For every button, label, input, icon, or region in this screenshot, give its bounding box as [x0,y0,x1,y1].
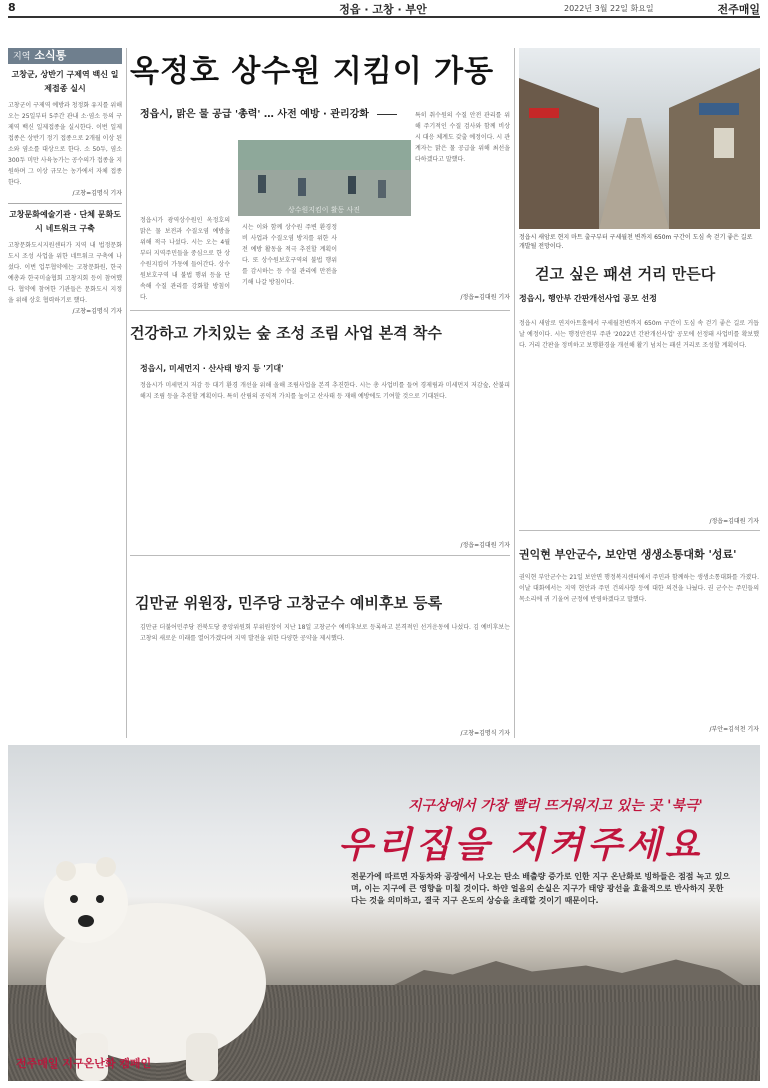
photo-caption: 정읍시 새암로 현지 마트 출구부터 구세월천 변까지 650m 구간이 도심 속 걷기 좋은 길로 개발될 전망이다. [519,234,753,250]
ad-watermark: 전주매일 지구온난화 캠페인 [16,1057,152,1070]
page-header [8,0,760,18]
lead-subtitle: 정읍시, 맑은 물 공급 '총력' … 사전 예방 · 관리강화 [140,105,410,120]
section-divider [130,555,510,556]
photo-article-byline: /정읍=김대원 기자 [709,518,759,525]
ad-body: 전문가에 따르면 자동차와 공장에서 나오는 탄소 배출량 증가로 인한 지구 온난화로 빙하들은 점점 녹고 있으며, 이는 지구에 큰 영향을 미칠 것이다. 하얀 얼음의 손실은 지구가 태양 광선을 효율적으로 반사하지 못한다는 것을 의미하고, 결국 지구 온도의 상승을 초래할 것이기 때문이다. [351,872,731,905]
column-tag: 지역 소식통 [8,48,122,64]
lead-body: 정읍시가 광역상수원인 옥정호의 맑은 물 보전과 수질오염 예방을 위해 적극 나섰다. 시는 오는 4월부터 지역주민들을 중심으로 한 상수원지킴이 가동에 들어간다. 상수원보호구역 내 불법 행위 등을 단속해 수질 관리를 강화할 방침이다. [140,217,230,301]
lead-headline[interactable]: 옥정호 상수원 지킴이 가동 [130,54,495,89]
candidate-headline[interactable]: 김만균 위원장, 민주당 고창군수 예비후보 등록 [135,594,443,612]
page-number: 8 [8,1,16,14]
issue-date: 2022년 3월 22일 화요일 [564,4,654,13]
divider [8,203,122,204]
brief-byline: /고창=김명식 기자 [72,308,122,315]
mayor-byline: /부안=김석천 기자 [709,726,759,733]
forest-subtitle: 정읍시, 미세먼지 · 산사태 방지 등 '기대' [140,364,284,373]
candidate-byline: /고창=김명식 기자 [460,730,510,737]
column-divider [514,48,515,738]
forest-byline: /정읍=김대원 기자 [460,542,510,549]
brief-headline[interactable]: 고창문화예술기관 · 단체 문화도시 네트워크 구축 [9,210,121,233]
brief-byline: /고창=김명식 기자 [72,190,122,197]
brief-body: 고창군이 구제역 예방과 청정화 유지를 위해 오는 25일부터 5주간 관내 소·염소 등의 구제역 백신 일제접종을 실시한다. 이번 일제접종은 상반기 정기 접종으로 2개월 이상 된 소와 염소를 대상으로 한다. 소 50두, 염소 300두 미만 사육농가는 공수의가 접종을 지원하며 그 이상 규모는 농가에서 자체 접종한다. [8,102,122,186]
ad-headline: 우리집을 지켜주세요 [338,825,704,866]
brief-body: 고창문화도시지원센터가 지역 내 법정문화도시 조성 사업을 위한 네트워크 구축에 나섰다. 이번 업무협약에는 고창문화원, 한국예총과 한국미술협회 고창지회 등이 참여했다. 협약에 참여한 기관들은 문화도시 지정을 위해 상호 협력하기로 했다. [8,242,122,304]
polar-bear-icon [16,833,276,1081]
lead-body: 특히 취수원의 수질 안전 관리를 위해 주기적인 수질 검사와 함께 비상시 대응 체계도 갖출 예정이다. 시 관계자는 맑은 물 공급을 위해 최선을 다하겠다고 말했다. [415,112,510,163]
street-photo [519,48,760,229]
ad-tagline: 지구상에서 가장 빨리 뜨거워지고 있는 곳 '북극' [408,798,703,814]
forest-headline[interactable]: 건강하고 가치있는 숲 조성 조림 사업 본격 착수 [130,324,442,342]
lead-photo [238,140,411,216]
photo-article-subtitle: 정읍시, 행안부 간판개선사업 공모 선정 [519,294,657,303]
section-title: 정읍 · 고창 · 부안 [339,3,427,16]
street-scene [519,48,760,229]
paper-name: 전주매일 [717,3,760,16]
photo-article-body: 정읍시 새암로 연지아트홀에서 구세월천변까지 650m 구간이 도심 속 걷기 좋은 길로 거듭날 예정이다. 시는 행정안전부 주관 '2022년 간판개선사업' 공모에 선정돼 사업비를 확보했다. 거리 간판을 정비하고 보행환경을 개선해 활기 넘치는 패션 거리로 조성할 계획이다. [519,320,759,349]
candidate-body: 김만균 더불어민주당 전북도당 중앙위원회 부위원장이 지난 18일 고창군수 예비후보로 등록하고 본격적인 선거운동에 나섰다. 김 예비후보는 고창의 새로운 미래를 열어가겠다며 지역 발전을 위한 다양한 공약을 제시했다. [140,624,510,642]
climate-ad [8,745,760,1081]
lead-photo-label: 상수원지킴이 활동 사진 [287,206,361,214]
section-divider [519,530,760,531]
column-divider [126,48,127,738]
local-news-column [8,48,122,748]
photo-article-headline[interactable]: 걷고 싶은 패션 거리 만든다 [535,265,716,283]
lead-byline: /정읍=김대원 기자 [460,294,510,301]
mayor-headline[interactable]: 권익현 부안군수, 보안면 생생소통대화 '성료' [519,548,737,561]
section-divider [130,310,510,311]
lead-body: 시는 이와 함께 상수원 주변 환경정비 사업과 수질오염 방지를 위한 사전 예방 활동을 적극 추진할 계획이다. 또 상수원보호구역의 불법 행위를 감시하는 등 수질 관리에 만전을 기해 나갈 방침이다. [242,224,337,286]
forest-body: 정읍시가 미세먼지 저감 등 대기 환경 개선을 위해 올해 조림사업을 본격 추진한다. 시는 총 사업비를 들여 경제림과 미세먼지 저감숲, 산불피해지 조림 등을 추진할 계획이다. 특히 산림의 공익적 가치를 높이고 산사태 등 재해 예방에도 기여할 것으로 기대된다. [140,382,510,400]
mountain-shape [388,958,748,988]
brief-headline[interactable]: 고창군, 상반기 구제역 백신 일제접종 실시 [11,70,119,93]
mayor-body: 권익현 부안군수는 21일 보안면 행정복지센터에서 주민과 함께하는 생생소통대화를 가졌다. 이날 대화에서는 지역 현안과 주민 건의사항 등에 대한 의견을 나눴다. 권 군수는 주민들의 목소리에 귀 기울여 군정에 반영하겠다고 말했다. [519,574,759,603]
